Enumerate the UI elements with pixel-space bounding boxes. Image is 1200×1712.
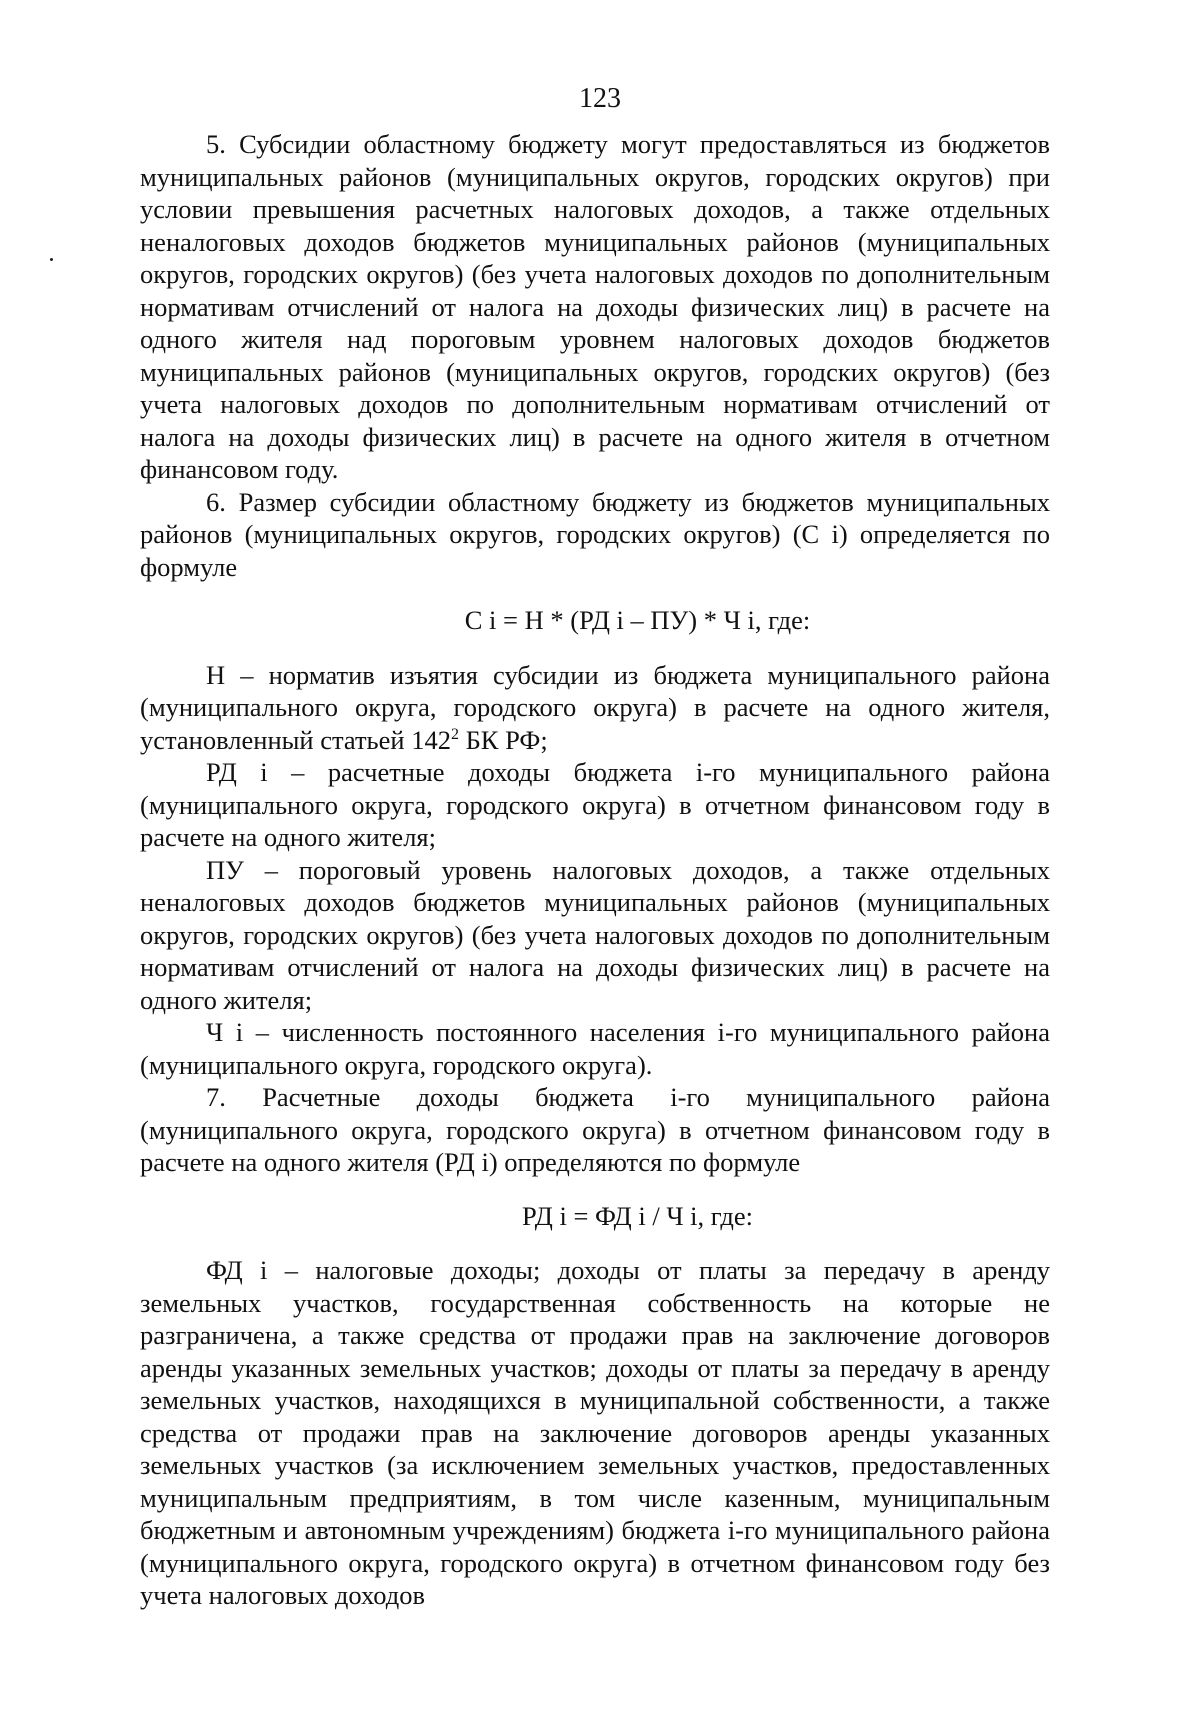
definition-n-tail: БК РФ; [458, 724, 548, 755]
definition-ch: Ч i – численность постоянного населения i-го муниципального района (муниципального округа, городского округа). [140, 1017, 1050, 1080]
definition-rd: РД i – расчетные доходы бюджета i-го муниципального района (муниципального округа, городского округа) в отчетном финансовом году в расчете на одного жителя; [140, 757, 1050, 852]
formula-estimated-income: РД i = ФД i / Ч i, где: [522, 1200, 753, 1231]
page-number: 123 [579, 83, 621, 114]
definition-n [140, 659, 1050, 757]
paragraph-7: 7. Расчетные доходы бюджета i-го муниципального района (муниципального округа, городского округа) в отчетном финансовом году в расчете на одного жителя (РД i) определяются по формуле [140, 1082, 1050, 1177]
article-superscript: 2 [450, 725, 459, 743]
document-body [140, 128, 1050, 1612]
definition-n-text: Н – норматив изъятия субсидии из бюджета муниципального района (муниципального округа, городского округа) в расчете на одного жителя, установленный статьей 142 [140, 659, 1050, 755]
definition-pu: ПУ – пороговый уровень налоговых доходов, а также отдельных неналоговых доходов бюджетов муниципальных районов (муниципальных округов, городских округов) (без учета налоговых доходов по дополнительным нормативам отчислений от налога на доходы физических лиц) в расчете на одного жителя; [140, 854, 1050, 1015]
definition-fd: ФД i – налоговые доходы; доходы от платы за передачу в аренду земельных участков, государственная собственность на которые не разграничена, а также средства от продажи прав на заключение договоров аренды указанных земельных участков; доходы от платы за передачу в аренду земельных участков, находящихся в муниципальной собственности, а также средства от продажи прав на заключение договоров аренды указанных земельных участков (за исключением земельных участков, предоставленных муниципальным предприятиям, в том числе казенным, муниципальным бюджетным и автономным учреждениям) бюджета i-го муниципального района (муниципального округа, городского округа) в отчетном финансовом году без учета налоговых доходов [140, 1255, 1050, 1610]
paragraph-6: 6. Размер субсидии областному бюджету из бюджетов муниципальных районов (муниципальных округов, городских округов) (С i) определяется по формуле [140, 486, 1050, 582]
scan-speck [50, 258, 53, 261]
formula-subsidy: С i = Н * (РД i – ПУ) * Ч i, где: [464, 605, 811, 635]
paragraph-5: 5. Субсидии областному бюджету могут предоставляться из бюджетов муниципальных районов (муниципальных округов, городских округов) при условии превышения расчетных налоговых доходов, а также отдельных неналоговых доходов бюджетов муниципальных районов (муниципальных округов, городских округов) (без учета налоговых доходов по дополнительным нормативам отчислений от налога на доходы физических лиц) в расчете на одного жителя над пороговым уровнем налоговых доходов бюджетов муниципальных районов (муниципальных округов, городских округов) (без учета налоговых доходов по дополнительным нормативам отчислений от налога на доходы физических лиц) в расчете на одного жителя в отчетном финансовом году. [140, 129, 1050, 484]
